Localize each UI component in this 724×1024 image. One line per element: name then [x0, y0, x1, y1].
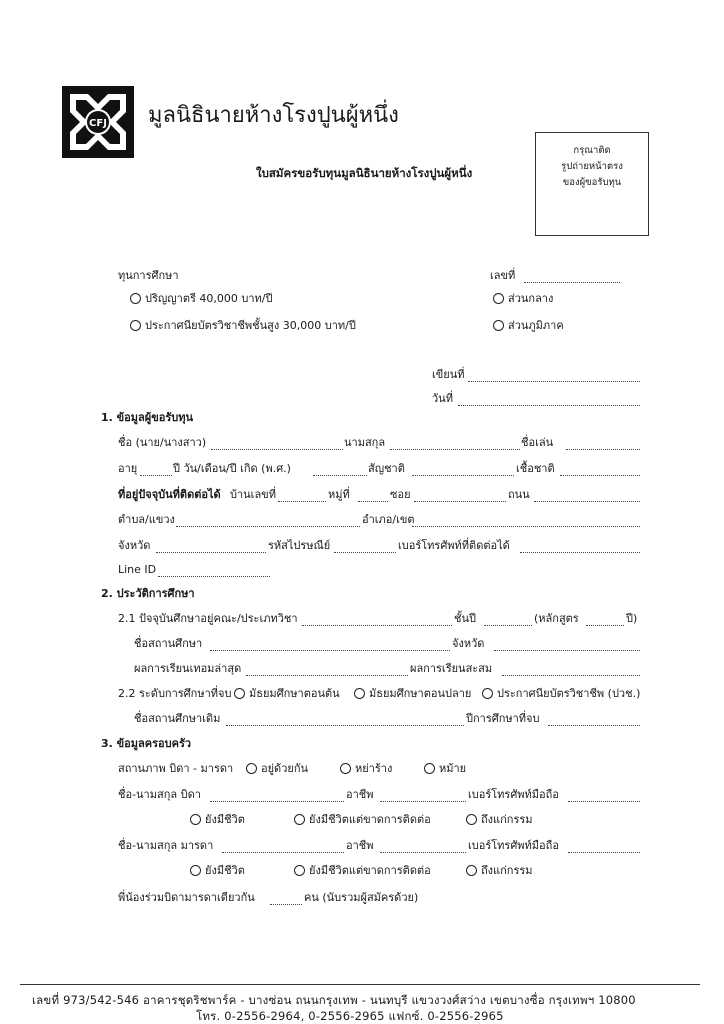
course-unit: ปี): [626, 612, 638, 625]
siblings-unit: คน (นับรวมผู้สมัครด้วย): [304, 891, 419, 904]
footer-contact: โทร. 0-2556-2964, 0-2556-2965 แฟกซ์. 0-2556-2965: [196, 1009, 504, 1023]
logo-text: CFJ: [89, 118, 107, 129]
nickname-field[interactable]: [566, 448, 640, 450]
postcode-field[interactable]: [334, 551, 396, 553]
district-field[interactable]: [412, 525, 640, 527]
section2-title: 2. ประวัติการศึกษา: [101, 587, 195, 600]
province-field[interactable]: [156, 551, 266, 553]
option-bachelor[interactable]: ปริญญาตรี 40,000 บาท/ปี: [130, 292, 272, 306]
soi-label: ซอย: [390, 488, 411, 501]
org-name: มูลนิธินายห้างโรงปูนผู้หนึ่ง: [148, 103, 399, 128]
birthdate-label: ปี วัน/เดือน/ปี เกิด (พ.ศ.): [173, 462, 291, 475]
radio-icon[interactable]: [234, 688, 245, 699]
father-mobile-label: เบอร์โทรศัพท์มือถือ: [468, 788, 559, 801]
mother-mobile-label: เบอร์โทรศัพท์มือถือ: [468, 839, 559, 852]
school-province-label: จังหวัด: [452, 637, 485, 650]
current-study-field[interactable]: [302, 624, 452, 626]
nickname-label: ชื่อเล่น: [521, 436, 554, 449]
prev-school-field[interactable]: [226, 724, 464, 726]
radio-icon[interactable]: [482, 688, 493, 699]
house-no-label: บ้านเลขที่: [230, 488, 276, 501]
mother-occupation-field[interactable]: [380, 851, 466, 853]
subdistrict-field[interactable]: [176, 525, 360, 527]
age-field[interactable]: [140, 474, 172, 476]
province-label: จังหวัด: [118, 539, 151, 552]
form-title: ใบสมัครขอรับทุนมูลนิธินายห้างโรงปูนผู้หนึ่ง: [256, 166, 473, 180]
surname-field[interactable]: [390, 448, 520, 450]
option-together[interactable]: อยู่ด้วยกัน: [246, 762, 308, 776]
siblings-field[interactable]: [270, 903, 302, 905]
phone-field[interactable]: [520, 551, 640, 553]
district-label: อำเภอ/เขต: [362, 513, 415, 526]
year-field[interactable]: [484, 624, 532, 626]
road-field[interactable]: [534, 500, 640, 502]
section3-title: 3. ข้อมูลครอบครัว: [101, 737, 192, 750]
surname-label: นามสกุล: [344, 436, 386, 449]
address-label: ที่อยู่ปัจจุบันที่ติดต่อได้: [118, 488, 221, 501]
radio-icon[interactable]: [294, 814, 305, 825]
radio-icon[interactable]: [190, 865, 201, 876]
cfj-logo: [62, 86, 134, 158]
postcode-label: รหัสไปรษณีย์: [268, 539, 331, 552]
latest-result-field[interactable]: [246, 674, 408, 676]
radio-icon[interactable]: [466, 814, 477, 825]
current-study-label: 2.1 ปัจจุบันศึกษาอยู่คณะ/ประเภทวิชา: [118, 612, 298, 625]
father-alive-option[interactable]: ยังมีชีวิต: [190, 813, 245, 827]
course-years-field[interactable]: [586, 624, 624, 626]
father-mobile-field[interactable]: [568, 800, 640, 802]
written-at-field[interactable]: [468, 380, 640, 382]
radio-icon[interactable]: [190, 814, 201, 825]
scholarship-label: ทุนการศึกษา: [118, 269, 179, 282]
race-field[interactable]: [560, 474, 640, 476]
siblings-label: พี่น้องร่วมบิดามารดาเดียวกัน: [118, 891, 255, 904]
photo-box-line-3: ของผู้ขอรับทุน: [562, 177, 622, 188]
prev-school-label: ชื่อสถานศึกษาเดิม: [134, 712, 221, 725]
phone-label: เบอร์โทรศัพท์ที่ติดต่อได้: [398, 539, 510, 552]
footer-address: เลขที่ 973/542-546 อาคารชุดริชพาร์ค - บางซ่อน ถนนกรุงเทพ - นนทบุรี แขวงวงศ์สว่าง เขตบางซื่อ กรุงเทพฯ 10800: [32, 993, 636, 1007]
written-at-label: เขียนที่: [432, 368, 465, 381]
name-field[interactable]: [211, 448, 343, 450]
radio-icon[interactable]: [354, 688, 365, 699]
radio-icon[interactable]: [130, 293, 141, 304]
mother-mobile-field[interactable]: [568, 851, 640, 853]
photo-box: [535, 132, 649, 236]
nationality-label: สัญชาติ: [368, 462, 405, 475]
prev-education-label: 2.2 ระดับการศึกษาที่จบ: [118, 687, 232, 700]
photo-box-line-2: รูปถ่ายหน้าตรง: [561, 161, 623, 172]
mother-occupation-label: อาชีพ: [346, 839, 374, 852]
age-label: อายุ: [118, 462, 138, 475]
moo-label: หมู่ที่: [328, 488, 350, 501]
mother-name-label: ชื่อ-นามสกุล มารดา: [118, 839, 214, 852]
option-diploma[interactable]: ประกาศนียบัตรวิชาชีพชั้นสูง 30,000 บาท/ปี: [130, 319, 356, 333]
option-divorced[interactable]: หย่าร้าง: [340, 762, 392, 776]
radio-icon[interactable]: [424, 763, 435, 774]
date-field[interactable]: [458, 404, 640, 406]
race-label: เชื้อชาติ: [516, 462, 555, 475]
parents-status-label: สถานภาพ บิดา - มารดา: [118, 762, 234, 775]
option-upper-secondary[interactable]: มัธยมศึกษาตอนปลาย: [354, 687, 471, 701]
road-label: ถนน: [508, 488, 530, 501]
nationality-field[interactable]: [412, 474, 514, 476]
mother-alive-option[interactable]: ยังมีชีวิต: [190, 864, 245, 878]
footer-divider: [20, 984, 700, 985]
birthdate-field[interactable]: [313, 474, 367, 476]
option-central[interactable]: ส่วนกลาง: [493, 292, 553, 306]
cumulative-field[interactable]: [502, 674, 640, 676]
radio-icon[interactable]: [493, 320, 504, 331]
mother-lost-contact-option[interactable]: ยังมีชีวิตแต่ขาดการติดต่อ: [294, 864, 431, 878]
graduated-year-label: ปีการศึกษาที่จบ: [466, 712, 540, 725]
house-no-field[interactable]: [278, 500, 326, 502]
option-widowed[interactable]: หม้าย: [424, 762, 466, 776]
option-regional[interactable]: ส่วนภูมิภาค: [493, 319, 564, 333]
name-label: ชื่อ (นาย/นางสาว): [118, 436, 207, 449]
radio-icon[interactable]: [294, 865, 305, 876]
father-occupation-label: อาชีพ: [346, 788, 374, 801]
option-vocational[interactable]: ประกาศนียบัตรวิชาชีพ (ปวช.): [482, 687, 640, 701]
radio-icon[interactable]: [493, 293, 504, 304]
moo-field[interactable]: [358, 500, 388, 502]
subdistrict-label: ตำบล/แขวง: [118, 513, 175, 526]
photo-box-line-1: กรุณาติด: [573, 145, 611, 156]
section1-title: 1. ข้อมูลผู้ขอรับทุน: [101, 411, 194, 424]
father-name-label: ชื่อ-นามสกุล บิดา: [118, 788, 201, 801]
line-id-field[interactable]: [158, 575, 270, 577]
soi-field[interactable]: [414, 500, 506, 502]
radio-icon[interactable]: [466, 865, 477, 876]
line-id-label: Line ID: [118, 563, 157, 576]
year-label: ชั้นปี: [454, 612, 476, 625]
radio-icon[interactable]: [130, 320, 141, 331]
radio-icon[interactable]: [340, 763, 351, 774]
cumulative-label: ผลการเรียนสะสม: [410, 662, 493, 675]
option-lower-secondary[interactable]: มัธยมศึกษาตอนต้น: [234, 687, 340, 701]
latest-result-label: ผลการเรียนเทอมล่าสุด: [134, 662, 242, 675]
graduated-year-field[interactable]: [548, 724, 640, 726]
father-occupation-field[interactable]: [380, 800, 466, 802]
school-province-field[interactable]: [494, 649, 640, 651]
father-deceased-option[interactable]: ถึงแก่กรรม: [466, 813, 533, 827]
father-name-field[interactable]: [210, 800, 344, 802]
mother-name-field[interactable]: [222, 851, 344, 853]
number-label: เลขที่: [490, 269, 516, 282]
course-label: (หลักสูตร: [534, 612, 579, 625]
school-label: ชื่อสถานศึกษา: [134, 637, 203, 650]
date-label: วันที่: [432, 392, 453, 405]
school-field[interactable]: [210, 649, 450, 651]
number-field[interactable]: [524, 281, 620, 283]
father-lost-contact-option[interactable]: ยังมีชีวิตแต่ขาดการติดต่อ: [294, 813, 431, 827]
radio-icon[interactable]: [246, 763, 257, 774]
mother-deceased-option[interactable]: ถึงแก่กรรม: [466, 864, 533, 878]
